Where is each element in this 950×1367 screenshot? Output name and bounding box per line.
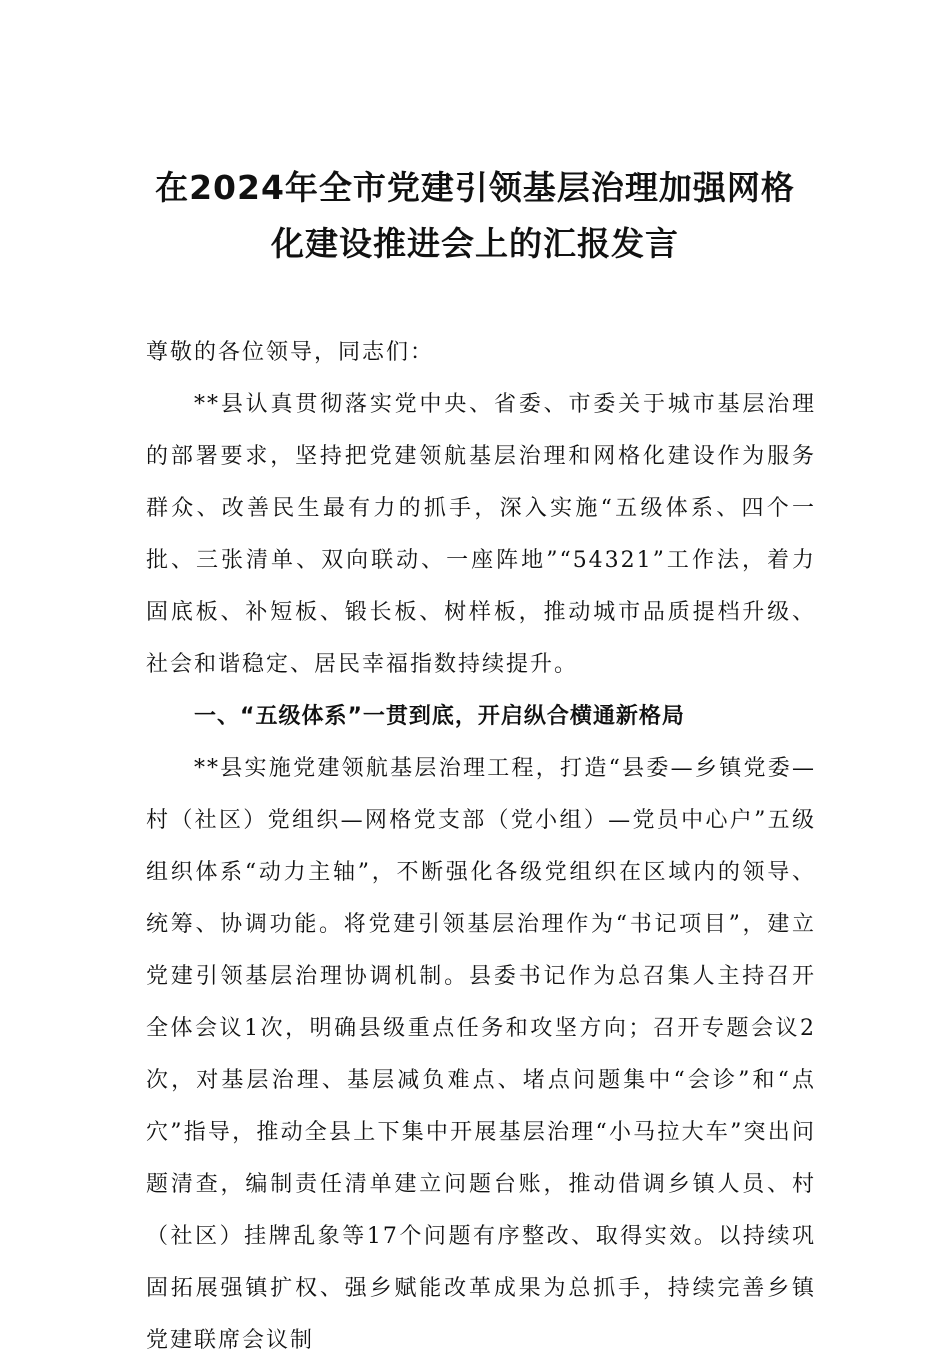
document-body: [146, 327, 816, 1367]
paragraph-section-1: **县实施党建领航基层治理工程，打造“县委—乡镇党委—村（社区）党组织—网格党支部（党小组）—党员中心户”五级组织体系“动力主轴”，不断强化各级党组织在区域内的领导、统筹、协调功能。将党建引领基层治理作为“书记项目”，建立党建引领基层治理协调机制。县委书记作为总召集人主持召开全体会议1次，明确县级重点任务和攻坚方向；召开专题会议2次，对基层治理、基层减负难点、堵点问题集中“会诊”和“点穴”指导，推动全县上下集中开展基层治理“小马拉大车”突出问题清查，编制责任清单建立问题台账，推动借调乡镇人员、村（社区）挂牌乱象等17个问题有序整改、取得实效。以持续巩固拓展强镇扩权、强乡赋能改革成果为总抓手，持续完善乡镇党建联席会议制: [146, 756, 816, 1353]
paragraph-intro: **县认真贯彻落实党中央、省委、市委关于城市基层治理的部署要求，坚持把党建领航基层治理和网格化建设作为服务群众、改善民生最有力的抓手，深入实施“五级体系、四个一批、三张清单、双向联动、一座阵地”“54321”工作法，着力固底板、补短板、锻长板、树样板，推动城市品质提档升级、社会和谐稳定、居民幸福指数持续提升。: [146, 392, 816, 677]
section-heading-1: 一、“五级体系”一贯到底，开启纵合横通新格局: [194, 704, 685, 729]
title-line-1: 在2024年全市党建引领基层治理加强网格: [155, 168, 795, 207]
greeting: 尊敬的各位领导，同志们：: [146, 340, 435, 365]
title-line-2: 化建设推进会上的汇报发言: [271, 224, 679, 263]
document-title: [120, 160, 830, 272]
